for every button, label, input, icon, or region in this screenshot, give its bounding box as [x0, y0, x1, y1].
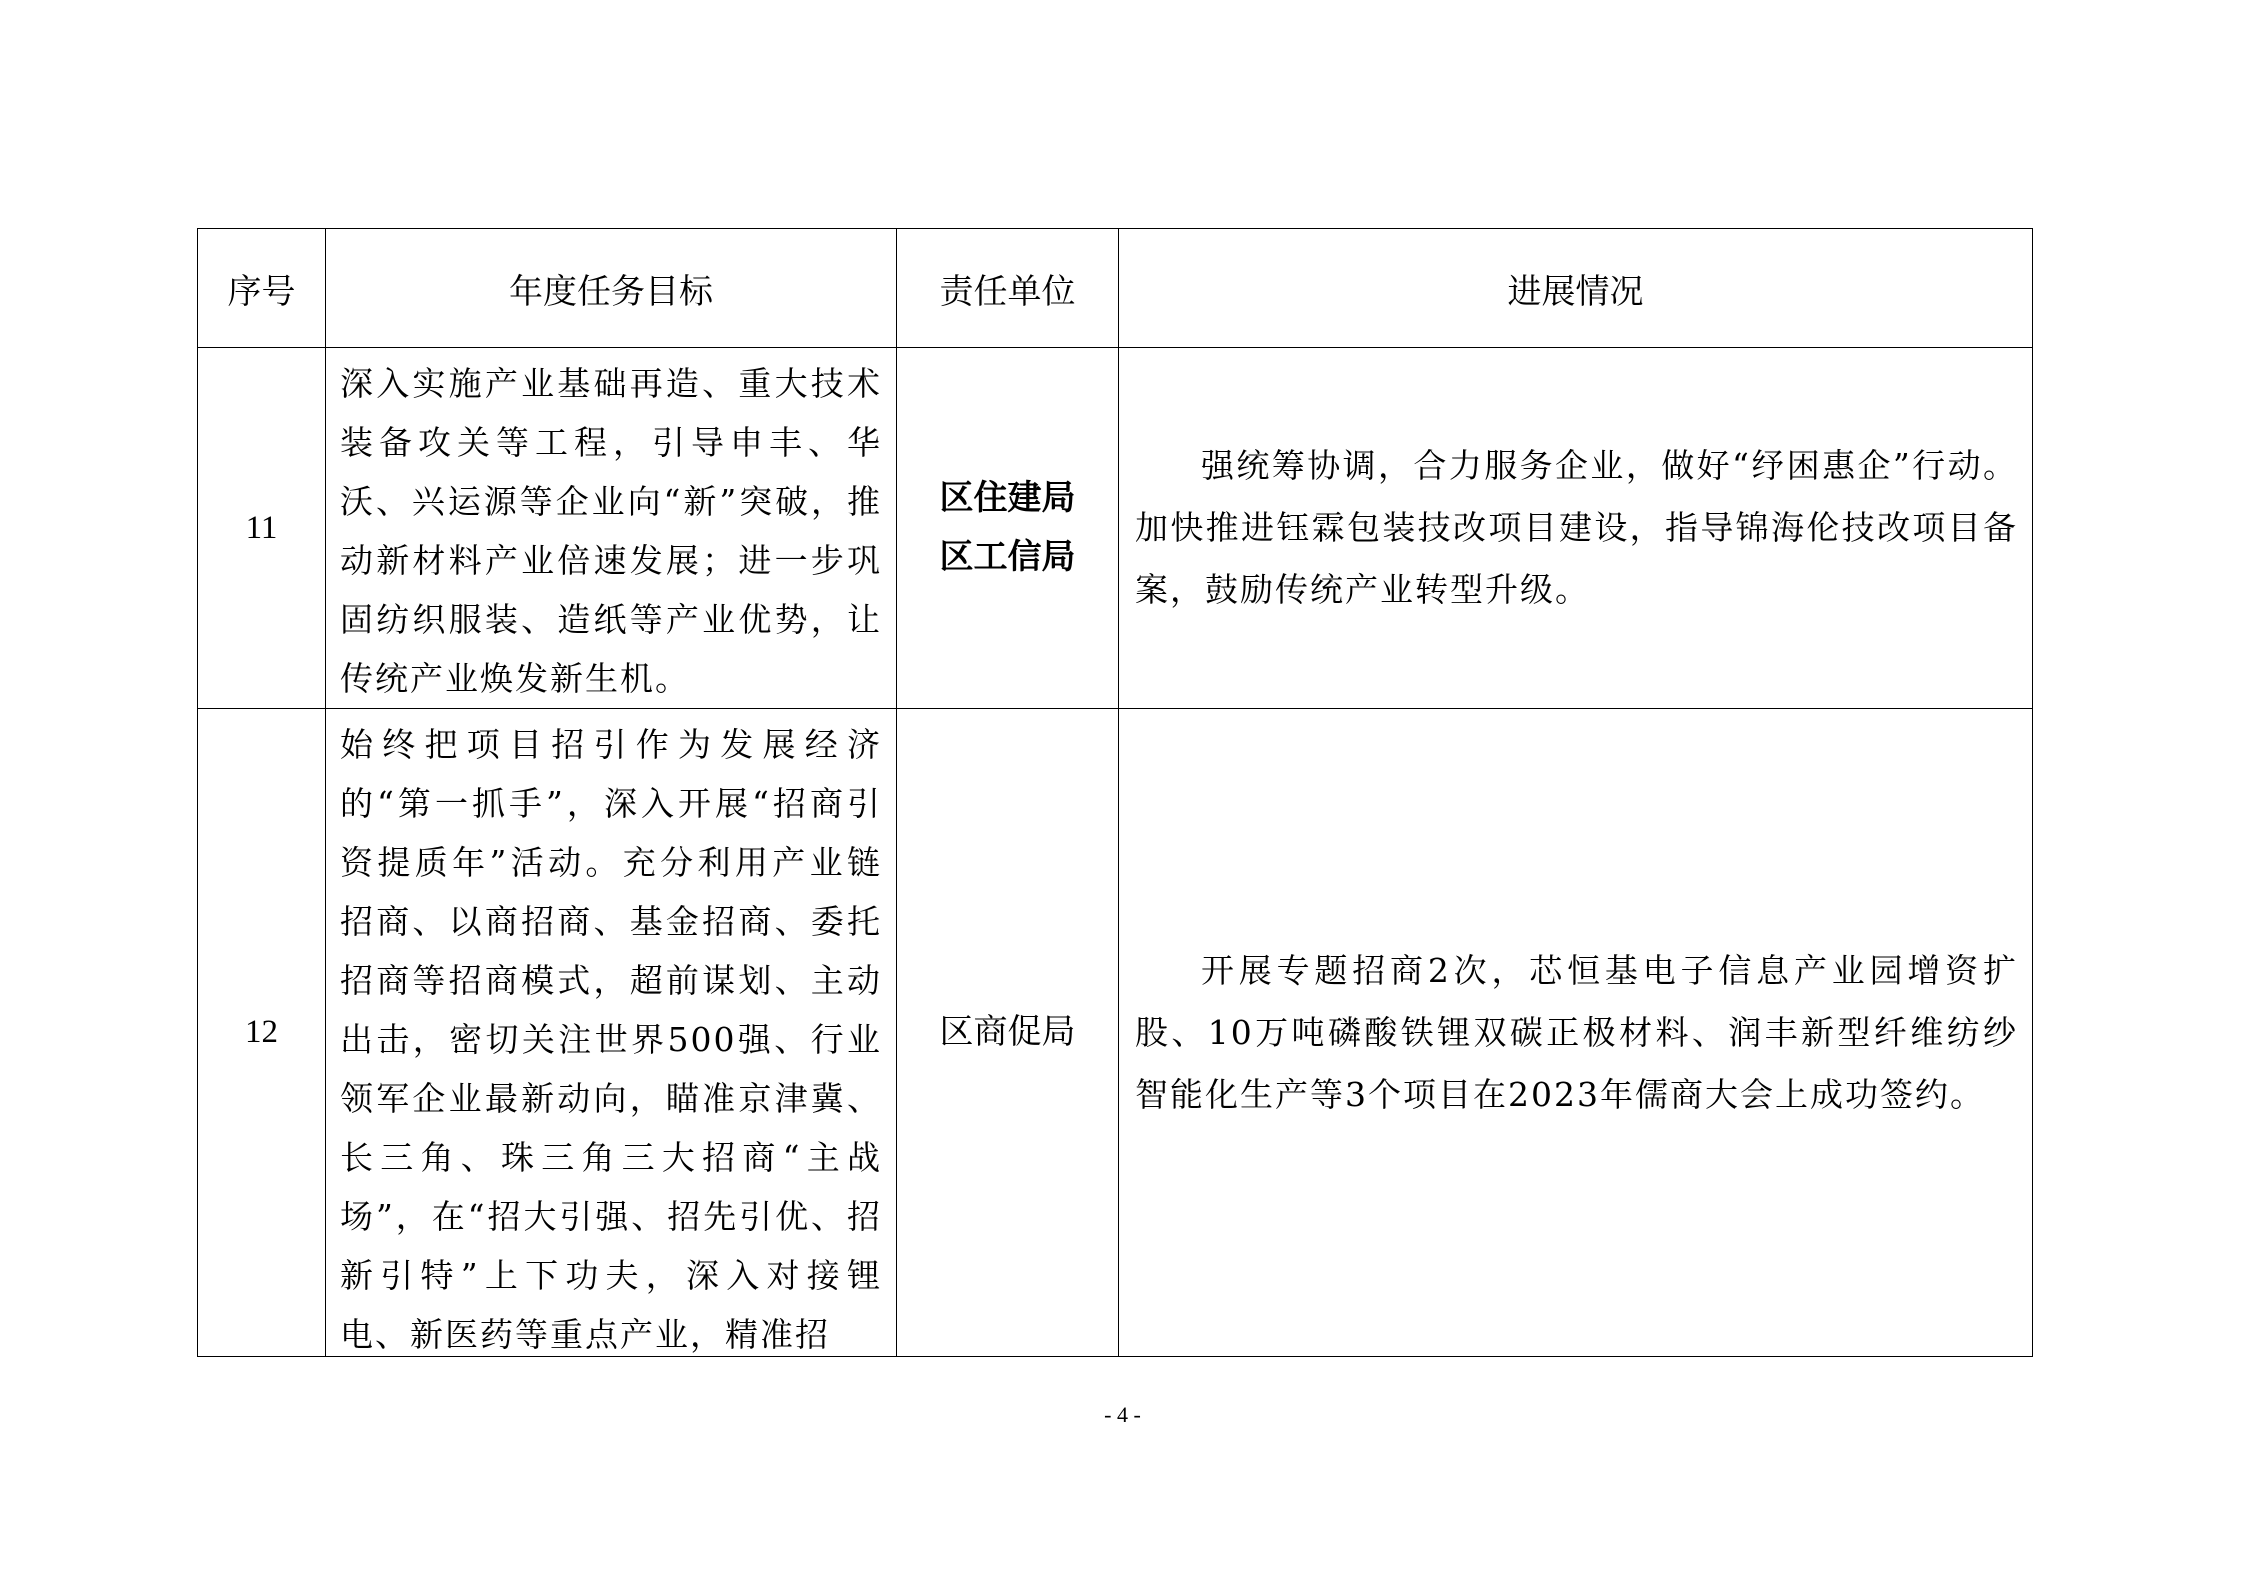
page-number: - 4 -: [1104, 1402, 1141, 1427]
header-no: 序号: [198, 229, 326, 348]
responsible-unit-name: 区住建局: [939, 478, 1076, 518]
responsible-unit: [897, 348, 1119, 709]
task-goal: [326, 709, 897, 1357]
progress-text: 开展专题招商2次，芯恒基电子信息产业园增资扩股、10万吨磷酸铁锂双碳正极材料、润丰新型纤维纺纱智能化生产等3个项目在2023年儒商大会上成功签约。: [1135, 950, 2018, 1114]
table-header-row: [198, 229, 2033, 348]
task-goal: 深入实施产业基础再造、重大技术装备攻关等工程，引导申丰、华沃、兴运源等企业向“新”突破，推动新材料产业倍速发展；进一步巩固纺织服装、造纸等产业优势，让传统产业焕发新生机。: [326, 348, 897, 709]
responsible-unit-name: 区工信局: [939, 537, 1076, 577]
progress-table: [197, 228, 2033, 1357]
table-row: [198, 709, 2033, 1357]
row-number: 11: [198, 348, 326, 709]
row-number: 12: [198, 709, 326, 1357]
header-unit: 责任单位: [897, 229, 1119, 348]
header-progress: 进展情况: [1119, 229, 2033, 348]
progress-status: [1119, 709, 2033, 1357]
progress-status: [1119, 348, 2033, 709]
responsible-unit: [897, 709, 1119, 1357]
responsible-unit-name: 区商促局: [939, 1012, 1076, 1052]
task-goal-text: 始终把项目招引作为发展经济的“第一抓手”，深入开展“招商引资提质年”活动。充分利用产业链招商、以商招商、基金招商、委托招商等招商模式，超前谋划、主动出击，密切关注世界500强、行业领军企业最新动向，瞄准京津冀、长三角、珠三角三大招商“主战场”，在“招大引强、招先引优、招新引特”上下功夫，深入对接锂电、新医药等重点产业，精准招: [340, 725, 882, 1354]
table-row: [198, 348, 2033, 709]
header-goal: 年度任务目标: [326, 229, 897, 348]
progress-text: 强统筹协调，合力服务企业，做好“纾困惠企”行动。加快推进钰霖包装技改项目建设，指导锦海伦技改项目备案，鼓励传统产业转型升级。: [1135, 446, 2018, 609]
